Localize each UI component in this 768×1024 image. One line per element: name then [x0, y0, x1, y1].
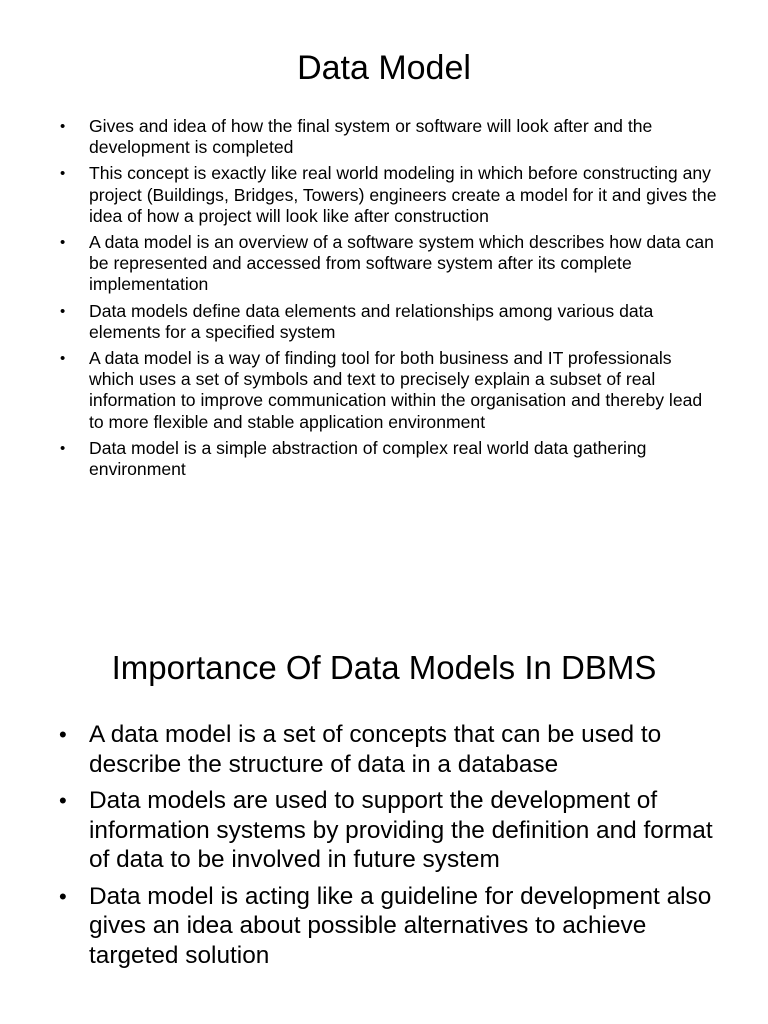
bullet-text: This concept is exactly like real world modeling in which before constructing any project (Buildings, Bridges, Towers) engineers create a model for it and gives the idea of how a project will look like after construction	[89, 163, 717, 226]
bullet-item	[58, 348, 718, 433]
bullet-icon: •	[59, 722, 67, 747]
bullet-item	[58, 786, 728, 875]
bullet-item	[58, 301, 718, 343]
bullet-icon: •	[60, 302, 66, 320]
bullet-icon: •	[60, 118, 66, 135]
bullet-icon: •	[59, 883, 67, 909]
bullet-list	[58, 720, 728, 977]
slide-title: Data Model	[297, 49, 471, 87]
bullet-item	[58, 438, 718, 480]
bullet-text: Data models are used to support the development of information systems by providing the definition and format of data to be involved in future system	[89, 787, 713, 873]
bullet-text: Data models define data elements and relationships among various data elements for a specified system	[89, 300, 654, 342]
bullet-text: A data model is a way of finding tool for both business and IT professionals which uses a set of symbols and text to precisely explain a subset of real information to improve communication within the organisation and thereby lead to more flexible and stable application environment	[89, 348, 703, 432]
bullet-icon: •	[60, 439, 66, 457]
slide-importance-of-data-models	[0, 560, 768, 1024]
bullet-text: Data model is a simple abstraction of complex real world data gathering environment	[89, 437, 647, 480]
bullet-item	[58, 720, 728, 779]
bullet-icon: •	[60, 350, 66, 368]
slide-title: Importance Of Data Models In DBMS	[111, 649, 657, 686]
bullet-text: Gives and idea of how the final system or software will look after and the development is completed	[89, 116, 653, 158]
bullet-item	[58, 163, 718, 227]
bullet-text: A data model is an overview of a software system which describes how data can be represented and accessed from software system after its complete implementation	[89, 232, 714, 295]
bullet-icon: •	[60, 234, 66, 252]
bullet-list	[58, 116, 718, 485]
bullet-item	[58, 232, 718, 296]
bullet-text: Data model is acting like a guideline for development also gives an idea about possible alternatives to achieve targeted solution	[89, 882, 712, 969]
bullet-item	[58, 882, 728, 971]
bullet-icon: •	[59, 788, 67, 813]
bullet-icon: •	[60, 165, 66, 183]
bullet-text: A data model is a set of concepts that can be used to describe the structure of data in a database	[89, 721, 662, 778]
bullet-item	[58, 116, 718, 158]
